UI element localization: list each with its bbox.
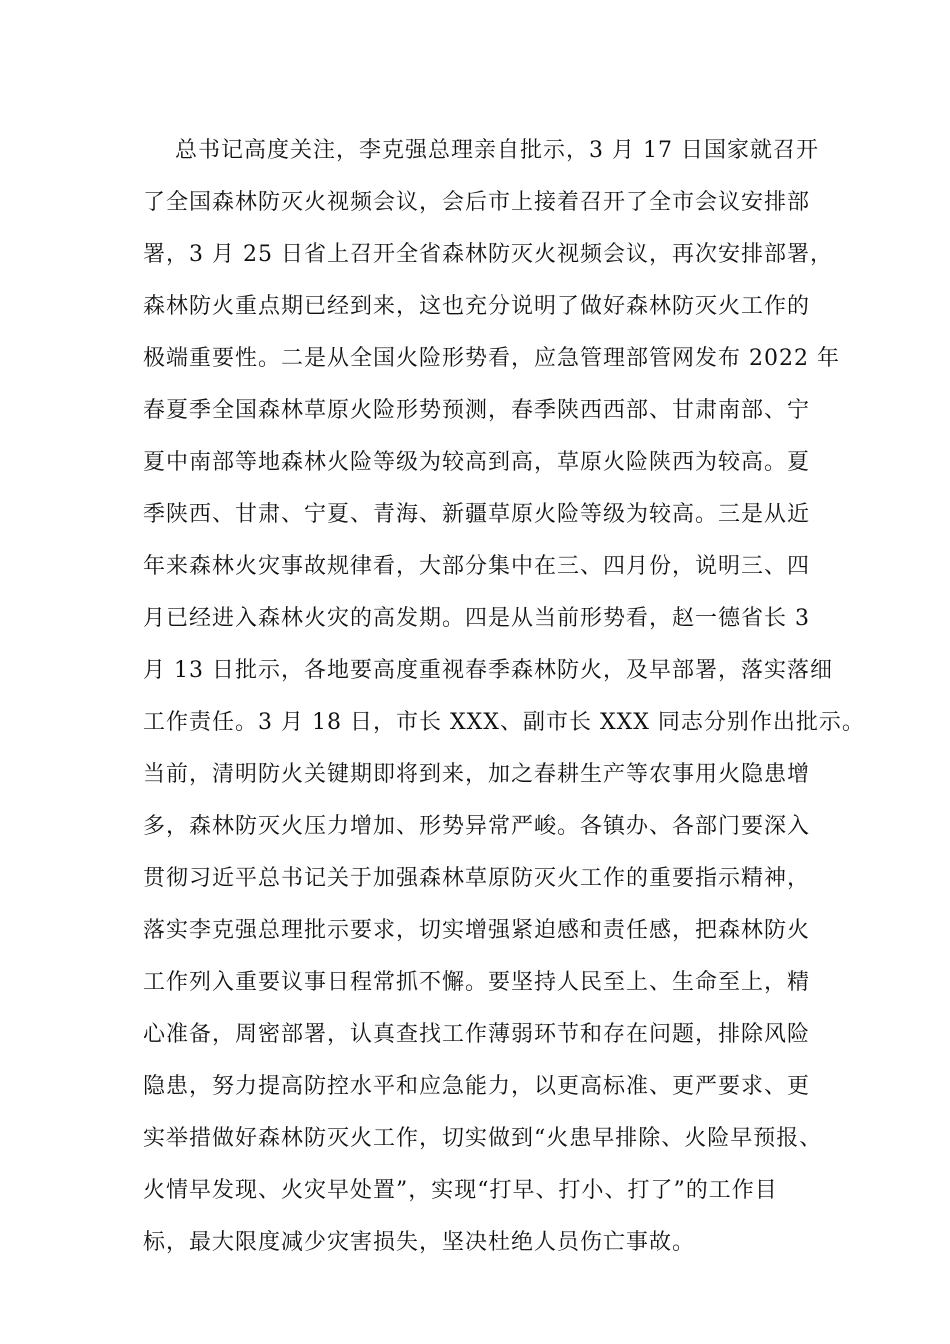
text-line: 贯彻习近平总书记关于加强森林草原防灭火工作的重要指示精神， — [143, 866, 811, 891]
text-line: 年来森林火灾事故规律看，大部分集中在三、四月份，说明三、四 — [143, 554, 811, 579]
text-line: 隐患，努力提高防控水平和应急能力，以更高标准、更严要求、更 — [143, 1074, 811, 1099]
text-line: 森林防火重点期已经到来，这也充分说明了做好森林防灭火工作的 — [143, 294, 811, 319]
text-line: 落实李克强总理批示要求，切实增强紧迫感和责任感，把森林防火 — [143, 918, 811, 943]
text-line: 总书记高度关注，李克强总理亲自批示，3 月 17 日国家就召开 — [143, 138, 819, 163]
text-line: 工作责任。3 月 18 日，市长 XXX、副市长 XXX 同志分别作出批示。 — [143, 710, 865, 735]
text-line: 心准备，周密部署，认真查找工作薄弱环节和存在问题，排除风险 — [143, 1022, 811, 1047]
text-line: 夏中南部等地森林火险等级为较高到高，草原火险陕西为较高。夏 — [143, 450, 811, 475]
text-line: 标，最大限度减少灾害损失，坚决杜绝人员伤亡事故。 — [143, 1230, 696, 1255]
text-line: 月已经进入森林火灾的高发期。四是从当前形势看，赵一德省长 3 — [143, 606, 810, 631]
text-line: 多，森林防灭火压力增加、形势异常严峻。各镇办、各部门要深入 — [143, 814, 811, 839]
text-line: 春夏季全国森林草原火险形势预测，春季陕西西部、甘肃南部、宁 — [143, 398, 811, 423]
text-line: 工作列入重要议事日程常抓不懈。要坚持人民至上、生命至上，精 — [143, 970, 811, 995]
text-line: 当前，清明防火关键期即将到来，加之春耕生产等农事用火隐患增 — [143, 762, 811, 787]
text-line: 了全国森林防灭火视频会议，会后市上接着召开了全市会议安排部 — [143, 190, 811, 215]
text-line: 月 13 日批示，各地要高度重视春季森林防火，及早部署，落实落细 — [143, 658, 833, 683]
text-line: 极端重要性。二是从全国火险形势看，应急管理部管网发布 2022 年 — [143, 346, 840, 371]
text-line: 季陕西、甘肃、宁夏、青海、新疆草原火险等级为较高。三是从近 — [143, 502, 811, 527]
text-line: 署，3 月 25 日省上召开全省森林防灭火视频会议，再次安排部署， — [143, 242, 833, 267]
text-line: 火情早发现、火灾早处置”，实现“打早、打小、打了”的工作目 — [143, 1178, 778, 1203]
text-line: 实举措做好森林防灭火工作，切实做到“火患早排除、火险早预报、 — [143, 1126, 823, 1151]
body-paragraph — [143, 129, 865, 1273]
